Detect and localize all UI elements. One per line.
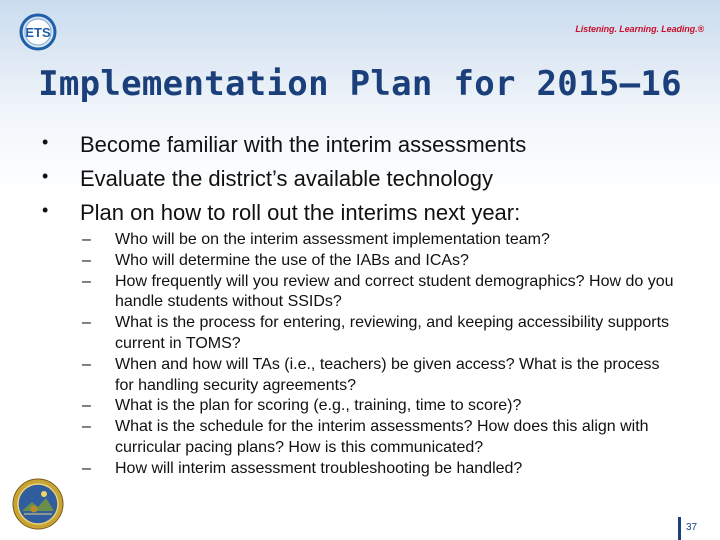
bullet-marker: • (42, 200, 49, 220)
list-item (82, 355, 682, 397)
page-number: 37 (686, 522, 698, 533)
sub-bullet-text: What is the schedule for the interim assessments? How does this align with curricular pacing plans? How is this communicated? (115, 418, 649, 456)
list-item (82, 459, 682, 480)
dash-marker: – (82, 314, 91, 332)
sub-bullet-text: How will interim assessment troubleshooting be handled? (115, 459, 523, 477)
page-number-bar (678, 517, 681, 540)
bullet-marker: • (42, 166, 49, 186)
sub-bullet-text: What is the plan for scoring (e.g., training, time to score)? (115, 397, 522, 415)
sub-bullet-text: How frequently will you review and correct student demographics? How do you handle students without SSIDs? (115, 272, 674, 311)
dash-marker: – (82, 397, 91, 415)
dash-marker: – (82, 272, 91, 290)
bullet-marker: • (42, 132, 49, 152)
logo-text: ETS (25, 25, 51, 40)
sub-bullet-text: Who will determine the use of the IABs and ICAs? (115, 251, 469, 269)
list-item (82, 396, 682, 417)
state-seal-icon (12, 478, 64, 530)
dash-marker: – (82, 231, 91, 248)
bullet-text: Plan on how to roll out the interims next year: (80, 200, 521, 225)
dash-marker: – (82, 355, 91, 373)
sub-bullet-text: When and how will TAs (i.e., teachers) be given access? What is the process for handling security agreements? (115, 355, 660, 394)
list-item (82, 272, 682, 314)
dash-marker: – (82, 251, 91, 269)
list-item (82, 251, 682, 272)
tagline: Listening. Learning. Leading.® (575, 24, 704, 34)
dash-marker: – (82, 459, 91, 477)
bullet-text: Become familiar with the interim assessments (80, 132, 527, 157)
header (0, 0, 720, 62)
dash-marker: – (82, 418, 91, 436)
list-item (82, 313, 682, 355)
list-item (82, 417, 682, 459)
sub-bullet-text: Who will be on the interim assessment implementation team? (115, 231, 550, 248)
list-item (82, 230, 682, 251)
sub-bullet-text: What is the process for entering, reviewing, and keeping accessibility supports current in TOMS? (115, 314, 670, 352)
sub-bullet-list (82, 230, 682, 480)
ets-logo-icon (18, 12, 66, 52)
slide-title: Implementation Plan for 2015–16 (38, 64, 682, 104)
bullet-text: Evaluate the district’s available technology (80, 166, 493, 191)
